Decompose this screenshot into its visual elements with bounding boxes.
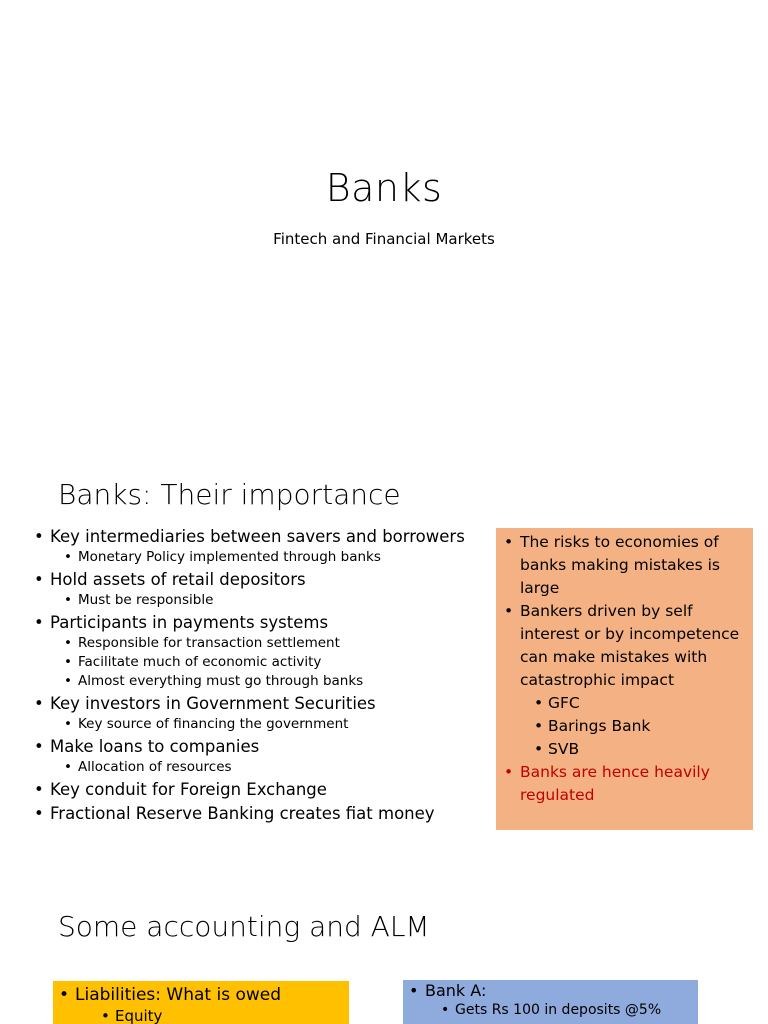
list-item: • Fractional Reserve Banking creates fiat money (34, 803, 484, 825)
list-item: • Hold assets of retail depositors • Must be responsible (34, 569, 484, 610)
accounting-slide (0, 864, 768, 1024)
sub-list-item: • Allocation of resources (64, 758, 484, 777)
sub-list-item: • Responsible for transaction settlement (64, 634, 484, 653)
list-item: • Key intermediaries between savers and borrowers • Monetary Policy implemented through banks (34, 526, 484, 567)
slide-heading: Banks: Their importance (58, 478, 401, 511)
liabilities-point: • Liabilities: What is owed • Equity (59, 983, 343, 1024)
risk-callout-box (496, 528, 753, 830)
liabilities-box (53, 981, 349, 1024)
regulation-conclusion: • Banks are hence heavily regulated (504, 761, 745, 807)
sub-list-item: • Equity (101, 1007, 343, 1024)
bank-point: • Bank A: • Gets Rs 100 in deposits @5% (409, 980, 692, 1020)
slide-title: Banks (325, 166, 443, 210)
slide-subtitle: Fintech and Financial Markets (273, 230, 495, 248)
sub-list-item: • Must be responsible (64, 591, 484, 610)
title-slide (0, 0, 768, 432)
sub-list-item: • Facilitate much of economic activity (64, 653, 484, 672)
example-item: • SVB (534, 738, 745, 761)
sub-list-item: • Almost everything must go through banks (64, 672, 484, 691)
bank-example-box (403, 980, 698, 1024)
example-item: • Barings Bank (534, 715, 745, 738)
importance-list (34, 526, 484, 827)
importance-slide (0, 432, 768, 864)
list-item: • Key conduit for Foreign Exchange (34, 779, 484, 801)
example-item: • GFC (534, 692, 745, 715)
sub-list-item: • Monetary Policy implemented through banks (64, 548, 484, 567)
sub-list-item: • Gets Rs 100 in deposits @5% (441, 1001, 692, 1020)
risk-point: • Bankers driven by self interest or by incompetence can make mistakes with catastrophic impact • GFC • Barings Bank • SVB (504, 600, 745, 761)
list-item: • Key investors in Government Securities • Key source of financing the government (34, 693, 484, 734)
list-item: • Make loans to companies • Allocation of resources (34, 736, 484, 777)
list-item: • Participants in payments systems • Responsible for transaction settlement • Facilitate much of economic activity • Almost everything must go through banks (34, 612, 484, 691)
slide-heading: Some accounting and ALM (58, 910, 430, 943)
risk-point: • The risks to economies of banks making mistakes is large (504, 531, 745, 600)
sub-list-item: • Key source of financing the government (64, 715, 484, 734)
